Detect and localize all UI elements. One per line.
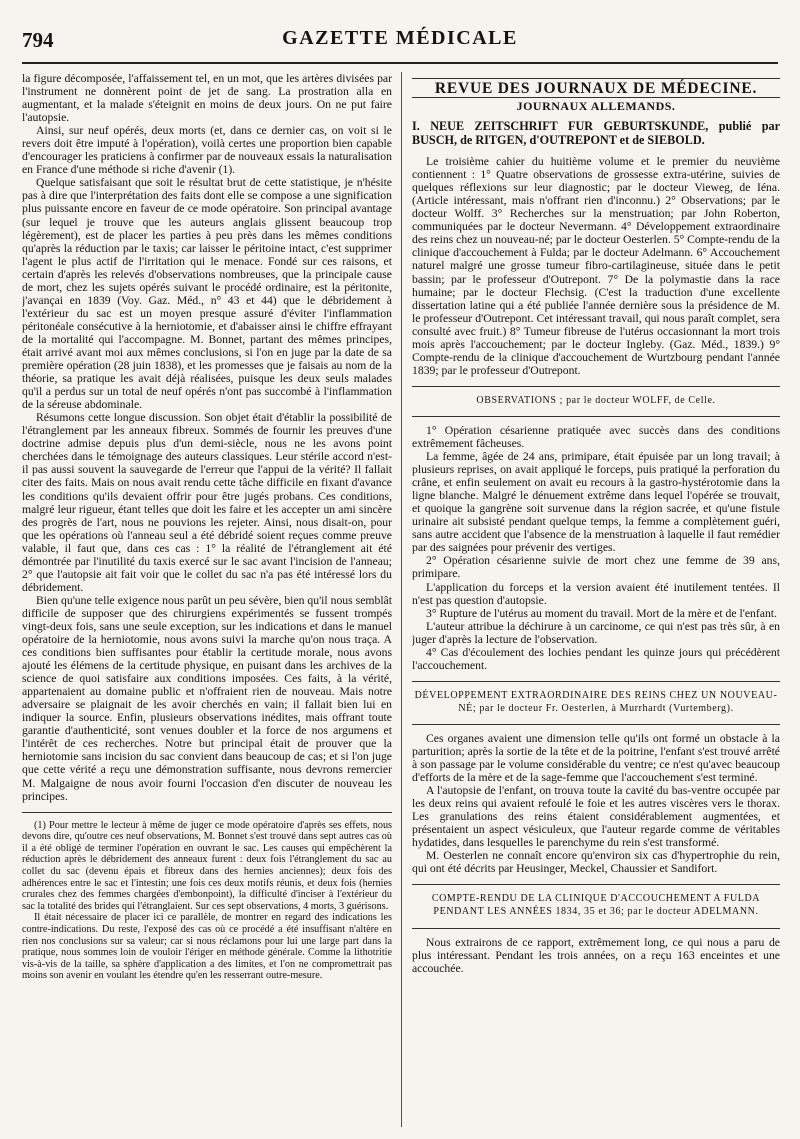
article-heading: I. NEUE ZEITSCHRIFT FUR GEBURTSKUNDE, publié par BUSCH, de RITGEN, d'OUTREPONT et de SIEBOLD. (412, 119, 780, 148)
observations-heading: OBSERVATIONS ; par le docteur WOLFF, de Celle. (476, 394, 716, 406)
paragraph: 2° Opération césarienne suivie de mort chez une femme de 39 ans, primipare. (412, 554, 780, 581)
paragraph: M. Oesterlen ne connaît encore qu'environ six cas d'hypertrophie du rein, qui ont été décrits par Heusinger, Meckel, Chaussier et Sandifort. (412, 849, 780, 876)
paragraph: Quelque satisfaisant que soit le résultat brut de cette statistique, je n'hésite pas à dire que l'interprétation des faits dont elle se compose a une signification plus puissante encore en faveur de ce mode opératoire. Son principal avantage (sur lequel je trouve que les auteurs anglais glissent beaucoup trop légèrement), est de placer les parties à peu près dans les mêmes conditions qu'après la réduction par le taxis; car laisser le péritoine intact, c'est supprimer l'agent le plus actif de l'irritation qui le menace. Fondé sur ces raisons, et certain d'après les relevés d'observations nombreuses, que la principale cause de mort, chez les sujets opérés suivant le procédé ordinaire, est la péritonite, j'avançai en 1839 (Voy. Gaz. Méd., n° 43 et 44) que le débridement à l'extérieur du sac est un moyen presque assuré d'éviter l'inflammation péritonéale consécutive à la herniotomie, et d'abaisser ainsi le chiffre effrayant de la mortalité qui l'accompagne. M. Bonnet, partant des mêmes principes, était arrivé avant moi aux mêmes conclusions, si l'on en juge par la date de sa première opération (28 juin 1838), et les promesses que je faisais au nom de la théorie, sa pratique les avait déjà réalisées, puisque les deux seuls malades qu'il a perdus sur un total de neuf opérés n'ont pas succombé à l'inflammation de la séreuse abdominale. (22, 176, 392, 412)
right-column (412, 72, 780, 1129)
paragraph: Ces organes avaient une dimension telle qu'ils ont formé un obstacle à la parturition; après la sortie de la tête et de la poitrine, l'enfant s'est trouvé arrêté à son passage par le volume considérable du ventre; ce n'est qu'avec beaucoup d'efforts de la mère et de la sage-femme que l'accouchement s'est terminé. (412, 731, 780, 785)
paragraph: A l'autopsie de l'enfant, on trouva toute la cavité du bas-ventre occupée par les deux reins qui avaient refoulé le foie et les autres viscères vers le thorax. Les granulations des reins étaient considérablement augmentées, et présentaient un aspect vésiculeux, que l'auteur regarde comme de véritables hydatides, dans lesquelles le parenchyme du rein s'est transformé. (412, 784, 780, 850)
reins-heading: DÉVELOPPEMENT EXTRAORDINAIRE DES REINS CHEZ UN NOUVEAU-NÉ; par le docteur Fr. Oesterlen, à Murrhardt (Vurtemberg). (414, 689, 778, 714)
footnote-separator (22, 812, 392, 813)
paragraph: L'application du forceps et la version avaient été inutilement tentées. Il n'est pas question d'autopsie. (412, 580, 780, 607)
separator (412, 724, 780, 725)
paragraph: la figure décomposée, l'affaissement tel, en un mot, que les artères divisées par l'instrument ne donnèrent point de jet de sang. La prostration alla en augmentant, et la malade s'éteignit en moins de deux jours. On ne put faire l'autopsie. (22, 72, 392, 125)
footnote: Il était nécessaire de placer ici ce parallèle, de montrer en regard des indications les contre-indications. Du reste, l'exposé des cas où ce procédé a été insuffisant n'altère en rien nos conclusions sur sa valeur; car si nous réclamons pour lui une large part dans la pratique, nous sommes loin de vouloir l'ériger en méthode générale. Comme la lithotritie vis-à-vis de la taille, sa sphère d'application a des limites, et l'on ne compromettrait pas moins son avenir en voulant les étendre qu'en les resserrant outre-mesure. (22, 912, 392, 982)
subsection-title: JOURNAUX ALLEMANDS. (516, 99, 676, 114)
paragraph: 3° Rupture de l'utérus au moment du travail. Mort de la mère et de l'enfant. (426, 606, 777, 620)
column-divider (401, 72, 402, 1127)
footnotes (22, 820, 392, 982)
page-number: 794 (22, 28, 54, 52)
separator (412, 386, 780, 387)
paragraph: L'auteur attribue la déchirure à un carcinome, ce qui n'est pas très sûr, à en juger d'après la lecture de l'observation. (412, 619, 780, 646)
paragraph: Nous extrairons de ce rapport, extrêmement long, ce qui nous a paru de plus intéressant. Pendant les trois années, on a reçu 163 enceintes et une accouchée. (412, 935, 780, 975)
separator (412, 681, 780, 682)
left-column (22, 72, 392, 1129)
paragraph: Résumons cette longue discussion. Son objet était d'établir la possibilité de l'étranglement par les anneaux fibreux. Sommés de fournir les preuves d'une doctrine admise depuis plus d'un demi-siècle, nous ne les avons point cherchées dans le témoignage des auteurs classiques. Leur stérile accord n'est-il pas aussi souvent la sauvegarde de l'erreur que l'appui de la vérité? Il fallait citer des faits. Mais on nous avait rendu cette tâche difficile en fixant d'avance les conditions qu'ils devaient offrir pour être jugés probans. Ces conditions, malgré leur rigueur, étant telles que doit les faire et les accepter un ami sincère des progrès de l'art, nous ne pouvions les rejeter. Ainsi, nous disait-on, pour que les opérations où l'anneau seul a été débridé soient reçues comme preuve valable, il faut que, dans ces cas : 1° la réalité de l'étranglement ait été démontrée par l'inutilité du taxis exercé sur le sac avant l'incision de l'anneau; 2° que l'autopsie ait fait voir que le collet du sac n'a pas été intéressé lors du débridement. (22, 411, 392, 594)
separator (412, 884, 780, 885)
paragraph: Ainsi, sur neuf opérés, deux morts (et, dans ce dernier cas, on voit si le revers doit être imputé à l'opération), voilà certes une proportion bien capable d'encourager les praticiens à confirmer par de nouveaux essais la naturalisation en France d'une méthode si riche d'avenir (1). (22, 124, 392, 177)
section-title: REVUE DES JOURNAUX DE MÉDECINE. (412, 78, 780, 98)
separator (412, 416, 780, 417)
journal-title: GAZETTE MÉDICALE (282, 27, 518, 49)
paragraph: Le troisième cahier du huitième volume et le premier du neuvième contiennent : 1° Quatre observations de grossesse extra-utérine, suivies de quelques réflexions sur leur diagnostic; par le docteur Vieweg, de Iéna. (Article intéressant, mais n'offrant rien d'inconnu.) 2° Observations; par le docteur Wolff. 3° Recherches sur la menstruation; par John Roberton, communiquées par le docteur Nevermann. 4° Développement extraordinaire des reins chez un nouveau-né; par le docteur Oesterlen. 5° Compte-rendu de la clinique d'accouchement à Fulda; par le docteur Adelmann. 6° Accouchement naturel malgré une grosse tumeur fibro-cartilagineuse, située dans le petit bassin; par le professeur d'Outrepont. 7° De la polymastie dans la race humaine; par le docteur Flechsig. (C'est la traduction d'une excellente dissertation latine qui a été publiée l'année dernière sous la présidence de M. le professeur d'Outrepont. Cet intéressant travail, qui nous paraît complet, sera consulté avec fruit.) 8° Tumeur fibreuse de l'utérus occasionnant la mort trois mois après l'accouchement; par le docteur Ingleby. (Gaz. Méd., 1839.) 9° Compte-rendu de la clinique d'accouchement de Wurtzbourg pendant l'année 1839; par le professeur d'Outrepont. (412, 155, 780, 377)
paragraph: 1° Opération césarienne pratiquée avec succès dans des conditions extrêmement fâcheuses. (412, 423, 780, 450)
page-header (22, 26, 778, 64)
separator (412, 928, 780, 929)
paragraph: 4° Cas d'écoulement des lochies pendant les quinze jours qui précédèrent l'accouchement. (412, 645, 780, 672)
footnote: (1) Pour mettre le lecteur à même de juger ce mode opératoire d'après ses effets, nous devons dire, qu'outre ces neuf observations, M. Bonnet s'est trouvé dans sept autres cas où il a été obligé de terminer l'opération en ouvrant le sac. Les causes qui empêchèrent la réduction après le débridement des anneaux furent : deux fois l'étranglement du sac au collet du sac (devenu épais et fibreux dans des hernies anciennes); deux fois des adhérences entre le sac et l'intestin; une fois ces deux motifs réunis, et deux fois (hernies crurales chez des femmes chargées d'embonpoint), la difficulté d'inciser à l'extérieur du sac la totalité des brides qui l'étranglaient. Sur ces sept observations, 4 morts, 3 guérisons. (22, 819, 392, 912)
fulda-heading: COMPTE-RENDU DE LA CLINIQUE D'ACCOUCHEMENT A FULDA PENDANT LES ANNÉES 1834, 35 et 36; par le docteur ADELMANN. (431, 893, 761, 918)
paragraph: Bien qu'une telle exigence nous parût un peu sévère, bien qu'il nous semblât difficile de supposer que des chirurgiens expérimentés se fussent trompés vingt-deux fois, sans une seule exception, sur les indications et dans le manuel opératoire de la herniotomie, nous avons suivi la marche qu'on nous traça. A ces conditions bien suffisantes pour établir la certitude morale, nous avons ajouté les élémens de la certitude physique, en puisant dans les archives de la science de quoi satisfaire aux conditions imposées. Ces faits, à la vérité, appartenaient au domaine public et n'offraient rien de nouveau. Mais notre adversaire se plaignait de les avoir cherchés en vain; il fallait bien lui en indiquer la source. Enfin, plusieurs observations inédites, mais offrant toute garantie d'authenticité, sont venues doubler et la force de nos argumens et l'intérêt de ces recherches. Notre but principal était de prouver que la herniotomie sans incision du sac convient dans beaucoup de cas; et si l'on juge que cette vérité a reçu une démonstration suffisante, nous devrons remercier M. Malgaigne de nous avoir fourni l'occasion d'en discuter de nouveau les principes. (22, 593, 392, 803)
paragraph: La femme, âgée de 24 ans, primipare, était épuisée par un long travail; à plusieurs reprises, on avait appliqué le forceps, puis pratiqué la perforation du crâne, et enfin seulement on avait eu recours à la gastro-hystérotomie dans la ligne blanche. Malgré le dénuement extrême dans lequel l'opérée se trouvait, et quoique la gangrène soit survenue dans la région sacrée, et qu'une fistule urinaire ait subsisté pendant quelque temps, la femme a complètement guéri, sans autre accident que l'absence de la menstruation à laquelle il faut remédier par des saignées pour prévenir des vertiges. (412, 450, 780, 555)
